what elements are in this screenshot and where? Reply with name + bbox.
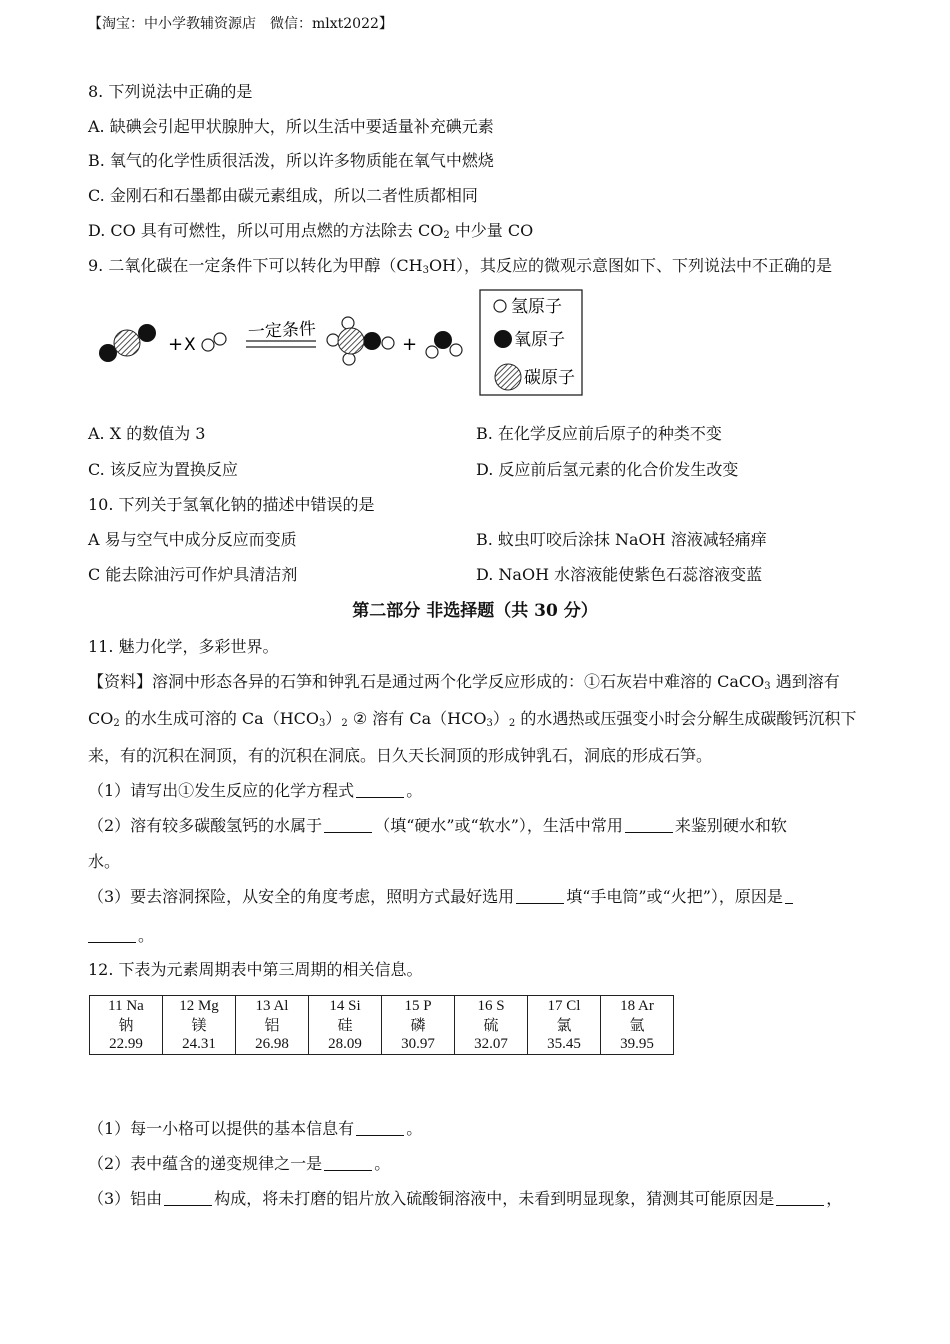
q11-material-line-2: $CO_2$ 的水生成可溶的 $Ca(HCO_3)_2$ ② 溶有 $Ca(HCO_3)_2$ 的水遇热或压强变小时会分解生成碳酸钙沉积下 bbox=[88, 709, 857, 729]
atomic-mass: 24.31 bbox=[182, 1035, 216, 1052]
plus-sign-2: + bbox=[402, 334, 418, 355]
atomic-mass: 28.09 bbox=[328, 1035, 362, 1052]
co2-molecule bbox=[99, 324, 156, 362]
element-name: 钠 bbox=[118, 1015, 134, 1034]
element-name: 硅 bbox=[337, 1015, 353, 1034]
atomic-mass: 30.97 bbox=[401, 1035, 435, 1052]
element-cell bbox=[309, 996, 382, 1055]
q9-option-a: A. X 的数值为 3 bbox=[88, 424, 206, 443]
q8-stem: 8. 下列说法中正确的是 bbox=[88, 82, 253, 101]
q10-option-a: A 易与空气中成分反应而变质 bbox=[88, 530, 297, 549]
atom-legend bbox=[480, 290, 582, 395]
q8-option-d: D. CO 具有可燃性，所以可用点燃的方法除去 $CO_2$ 中少量 CO bbox=[88, 221, 534, 241]
element-cell bbox=[236, 996, 309, 1055]
q9-stem: 9. 二氧化碳在一定条件下可以转化为甲醇$(CH_3OH)$，其反应的微观示意图如下、下列说法中不正确的是 bbox=[88, 256, 833, 276]
element-name: 铝 bbox=[264, 1015, 280, 1034]
element-symbol: Na bbox=[126, 997, 144, 1014]
legend-oxygen: 氧原子 bbox=[514, 330, 565, 350]
element-cell bbox=[382, 996, 455, 1055]
part-two-title: 第二部分 非选择题（共 30 分） bbox=[352, 601, 598, 621]
element-name: 氯 bbox=[556, 1015, 572, 1034]
q11-sub-question-1: （1）请写出①发生反应的化学方程式 。 bbox=[88, 781, 423, 800]
answer-blank[interactable] bbox=[776, 1191, 824, 1206]
q12-stem: 12. 下表为元素周期表中第三周期的相关信息。 bbox=[88, 960, 423, 979]
element-name: 磷 bbox=[410, 1015, 426, 1034]
answer-blank[interactable] bbox=[356, 783, 404, 798]
plus-sign-1: + bbox=[168, 334, 184, 355]
atomic-number: 12 bbox=[179, 997, 195, 1014]
water-molecule bbox=[426, 331, 462, 358]
h2-molecule bbox=[202, 333, 226, 351]
q11-sub-question-3-cont: 。 bbox=[88, 926, 154, 946]
atomic-number: 13 bbox=[255, 997, 271, 1014]
q8-option-c: C. 金刚石和石墨都由碳元素组成，所以二者性质都相同 bbox=[88, 186, 478, 205]
atomic-mass: 22.99 bbox=[109, 1035, 143, 1052]
carbon-atom-icon bbox=[495, 364, 521, 390]
q11-sub-question-2-cont: 水。 bbox=[88, 852, 121, 871]
page-header: 【淘宝：中小学教辅资源店 微信：mlxt2022】 bbox=[88, 16, 393, 32]
oxygen-atom-icon bbox=[494, 330, 512, 348]
methanol-molecule bbox=[327, 317, 394, 365]
periodic-table-period-3 bbox=[89, 995, 674, 1055]
q11-sub-question-2: （2）溶有较多碳酸氢钙的水属于 （填“硬水”或“软水”），生活中常用 来鉴别硬水和软 bbox=[88, 816, 787, 835]
q8-option-a: A. 缺碘会引起甲状腺肿大，所以生活中要适量补充碘元素 bbox=[88, 117, 494, 136]
hydrogen-atom-icon bbox=[494, 300, 506, 312]
q12-sub-question-2: （2）表中蕴含的递变规律之一是 。 bbox=[88, 1154, 391, 1173]
atomic-mass: 26.98 bbox=[255, 1035, 289, 1052]
answer-blank[interactable] bbox=[324, 1156, 372, 1171]
legend-carbon: 碳原子 bbox=[524, 368, 575, 388]
element-symbol: P bbox=[423, 997, 432, 1014]
legend-hydrogen: 氢原子 bbox=[511, 297, 562, 317]
q9-option-c: C. 该反应为置换反应 bbox=[88, 460, 238, 479]
element-symbol: S bbox=[496, 997, 505, 1014]
atomic-number: 11 bbox=[108, 997, 123, 1014]
q8-option-b: B. 氧气的化学性质很活泼，所以许多物质能在氧气中燃烧 bbox=[88, 151, 494, 170]
answer-blank[interactable] bbox=[785, 889, 793, 904]
answer-blank[interactable] bbox=[625, 818, 673, 833]
atomic-mass: 39.95 bbox=[620, 1035, 654, 1052]
answer-blank[interactable] bbox=[356, 1121, 404, 1136]
atomic-mass: 35.45 bbox=[547, 1035, 581, 1052]
q10-option-d: D. NaOH 水溶液能使紫色石蕊溶液变蓝 bbox=[476, 565, 763, 584]
atomic-number: 16 bbox=[477, 997, 493, 1014]
q11-stem: 11. 魅力化学，多彩世界。 bbox=[88, 637, 279, 656]
q9-option-d: D. 反应前后氢元素的化合价发生改变 bbox=[476, 460, 739, 479]
element-symbol: Al bbox=[273, 997, 289, 1014]
q11-sub-question-3: （3）要去溶洞探险，从安全的角度考虑，照明方式最好选用 填“手电筒”或“火把”），原因是 bbox=[88, 887, 795, 907]
element-symbol: Si bbox=[348, 997, 361, 1014]
q10-option-c: C 能去除油污可作炉具清洁剂 bbox=[88, 565, 298, 584]
q12-sub-question-3: （3）铝由 构成，将未打磨的铝片放入硫酸铜溶液中，未看到明显现象，猜测其可能原因是 ， bbox=[88, 1189, 843, 1208]
element-cell bbox=[601, 996, 674, 1055]
element-cell bbox=[455, 996, 528, 1055]
answer-blank[interactable] bbox=[324, 818, 372, 833]
coefficient-x: X bbox=[184, 335, 196, 355]
element-cell bbox=[163, 996, 236, 1055]
answer-blank[interactable] bbox=[164, 1191, 212, 1206]
q11-material-line-3: 来，有的沉积在洞顶，有的沉积在洞底。日久天长洞顶的形成钟乳石，洞底的形成石笋。 bbox=[88, 746, 713, 765]
atomic-number: 18 bbox=[620, 997, 636, 1014]
answer-blank[interactable] bbox=[88, 928, 136, 943]
q10-option-b: B. 蚊虫叮咬后涂抹 NaOH 溶液减轻痛痒 bbox=[476, 530, 767, 549]
element-name: 镁 bbox=[191, 1015, 207, 1034]
q10-stem: 10. 下列关于氢氧化钠的描述中错误的是 bbox=[88, 495, 375, 514]
atomic-number: 15 bbox=[404, 997, 420, 1014]
element-symbol: Mg bbox=[197, 997, 219, 1014]
q12-sub-question-1: （1）每一小格可以提供的基本信息有 。 bbox=[88, 1119, 423, 1138]
q11-material-line-1: 【资料】溶洞中形态各异的石笋和钟乳石是通过两个化学反应形成的：①石灰岩中难溶的 CaCO$_3$ 遇到溶有 bbox=[88, 672, 840, 692]
atomic-number: 17 bbox=[547, 997, 563, 1014]
element-name: 氩 bbox=[629, 1015, 645, 1034]
element-cell bbox=[90, 996, 163, 1055]
atomic-mass: 32.07 bbox=[474, 1035, 508, 1052]
answer-blank[interactable] bbox=[516, 889, 564, 904]
element-name: 硫 bbox=[483, 1015, 499, 1034]
element-symbol: Ar bbox=[638, 997, 654, 1014]
reaction-condition: 一定条件 bbox=[247, 319, 317, 343]
element-cell bbox=[528, 996, 601, 1055]
q9-option-b: B. 在化学反应前后原子的种类不变 bbox=[476, 424, 722, 443]
element-symbol: Cl bbox=[566, 997, 581, 1014]
atomic-number: 14 bbox=[329, 997, 345, 1014]
